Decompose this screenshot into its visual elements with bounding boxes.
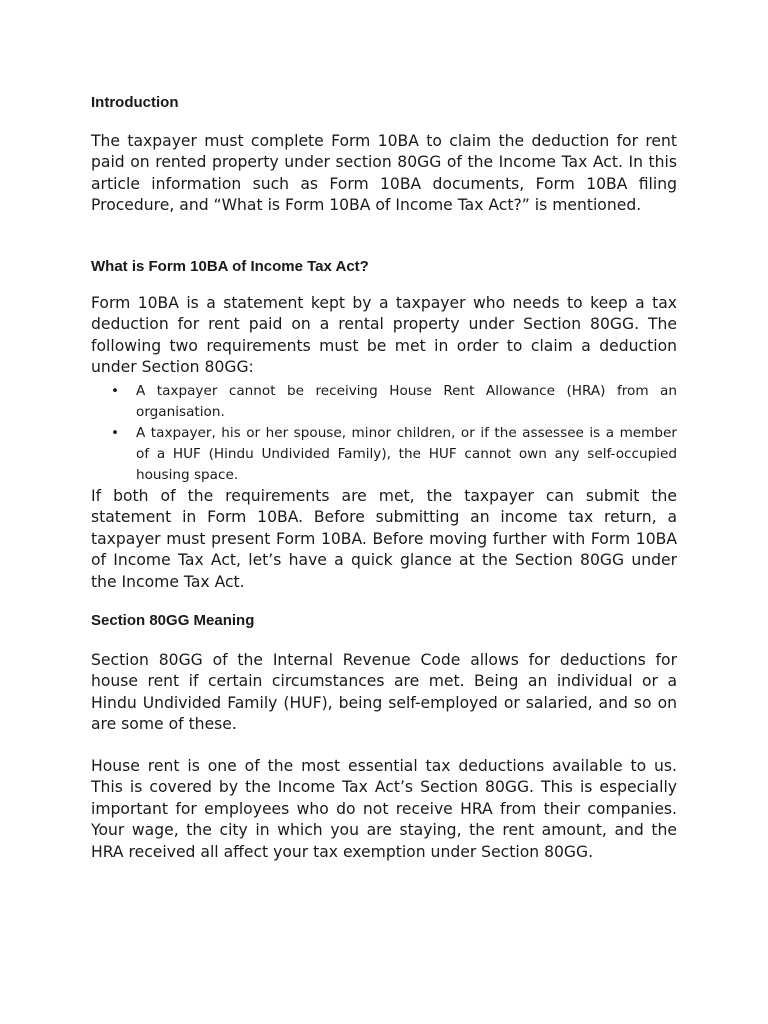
form-10ba-paragraph: Form 10BA is a statement kept by a taxpayer who needs to keep a tax deduction for rent paid on a rental property under Section 80GG. The following two requirements must be met in order to claim a deduction under Section 80GG: [91,294,677,377]
section-80gg-paragraph: Section 80GG of the Internal Revenue Code allows for deductions for house rent if certain circumstances are met. Being an individual or a Hindu Undivided Family (HUF), being self-employed or salaried, and so on are some of these. [91,651,677,734]
requirements-met-paragraph: If both of the requirements are met, the taxpayer can submit the statement in Form 10BA. Before submitting an income tax return, a taxpayer must present Form 10BA. Before moving further with Form 10BA of Income Tax Act, let’s have a quick glance at the Section 80GG under the Income Tax Act. [91,487,677,591]
heading-what-is-form-10ba: What is Form 10BA of Income Tax Act? [91,258,369,275]
list-item: • A taxpayer, his or her spouse, minor children, or if the assessee is a member of a HUF (Hindu Undivided Family), the HUF cannot own any self-occupied housing space. [111,425,677,483]
house-rent-paragraph: House rent is one of the most essential tax deductions available to us. This is covered by the Income Tax Act’s Section 80GG. This is especially important for employees who do not receive HRA from their companies. Your wage, the city in which you are staying, the rent amount, and the HRA received all affect your tax exemption under Section 80GG. [91,757,677,861]
heading-section-80gg: Section 80GG Meaning [91,612,255,629]
list-item: • A taxpayer cannot be receiving House Rent Allowance (HRA) from an organisation. [111,383,677,420]
bullet-icon: • [111,383,120,399]
bullet-icon: • [111,425,120,441]
requirements-list [91,381,677,486]
heading-introduction: Introduction [91,94,179,111]
intro-paragraph: The taxpayer must complete Form 10BA to claim the deduction for rent paid on rented property under section 80GG of the Income Tax Act. In this article information such as Form 10BA documents, Form 10BA filing Procedure, and “What is Form 10BA of Income Tax Act?” is mentioned. [91,132,677,215]
